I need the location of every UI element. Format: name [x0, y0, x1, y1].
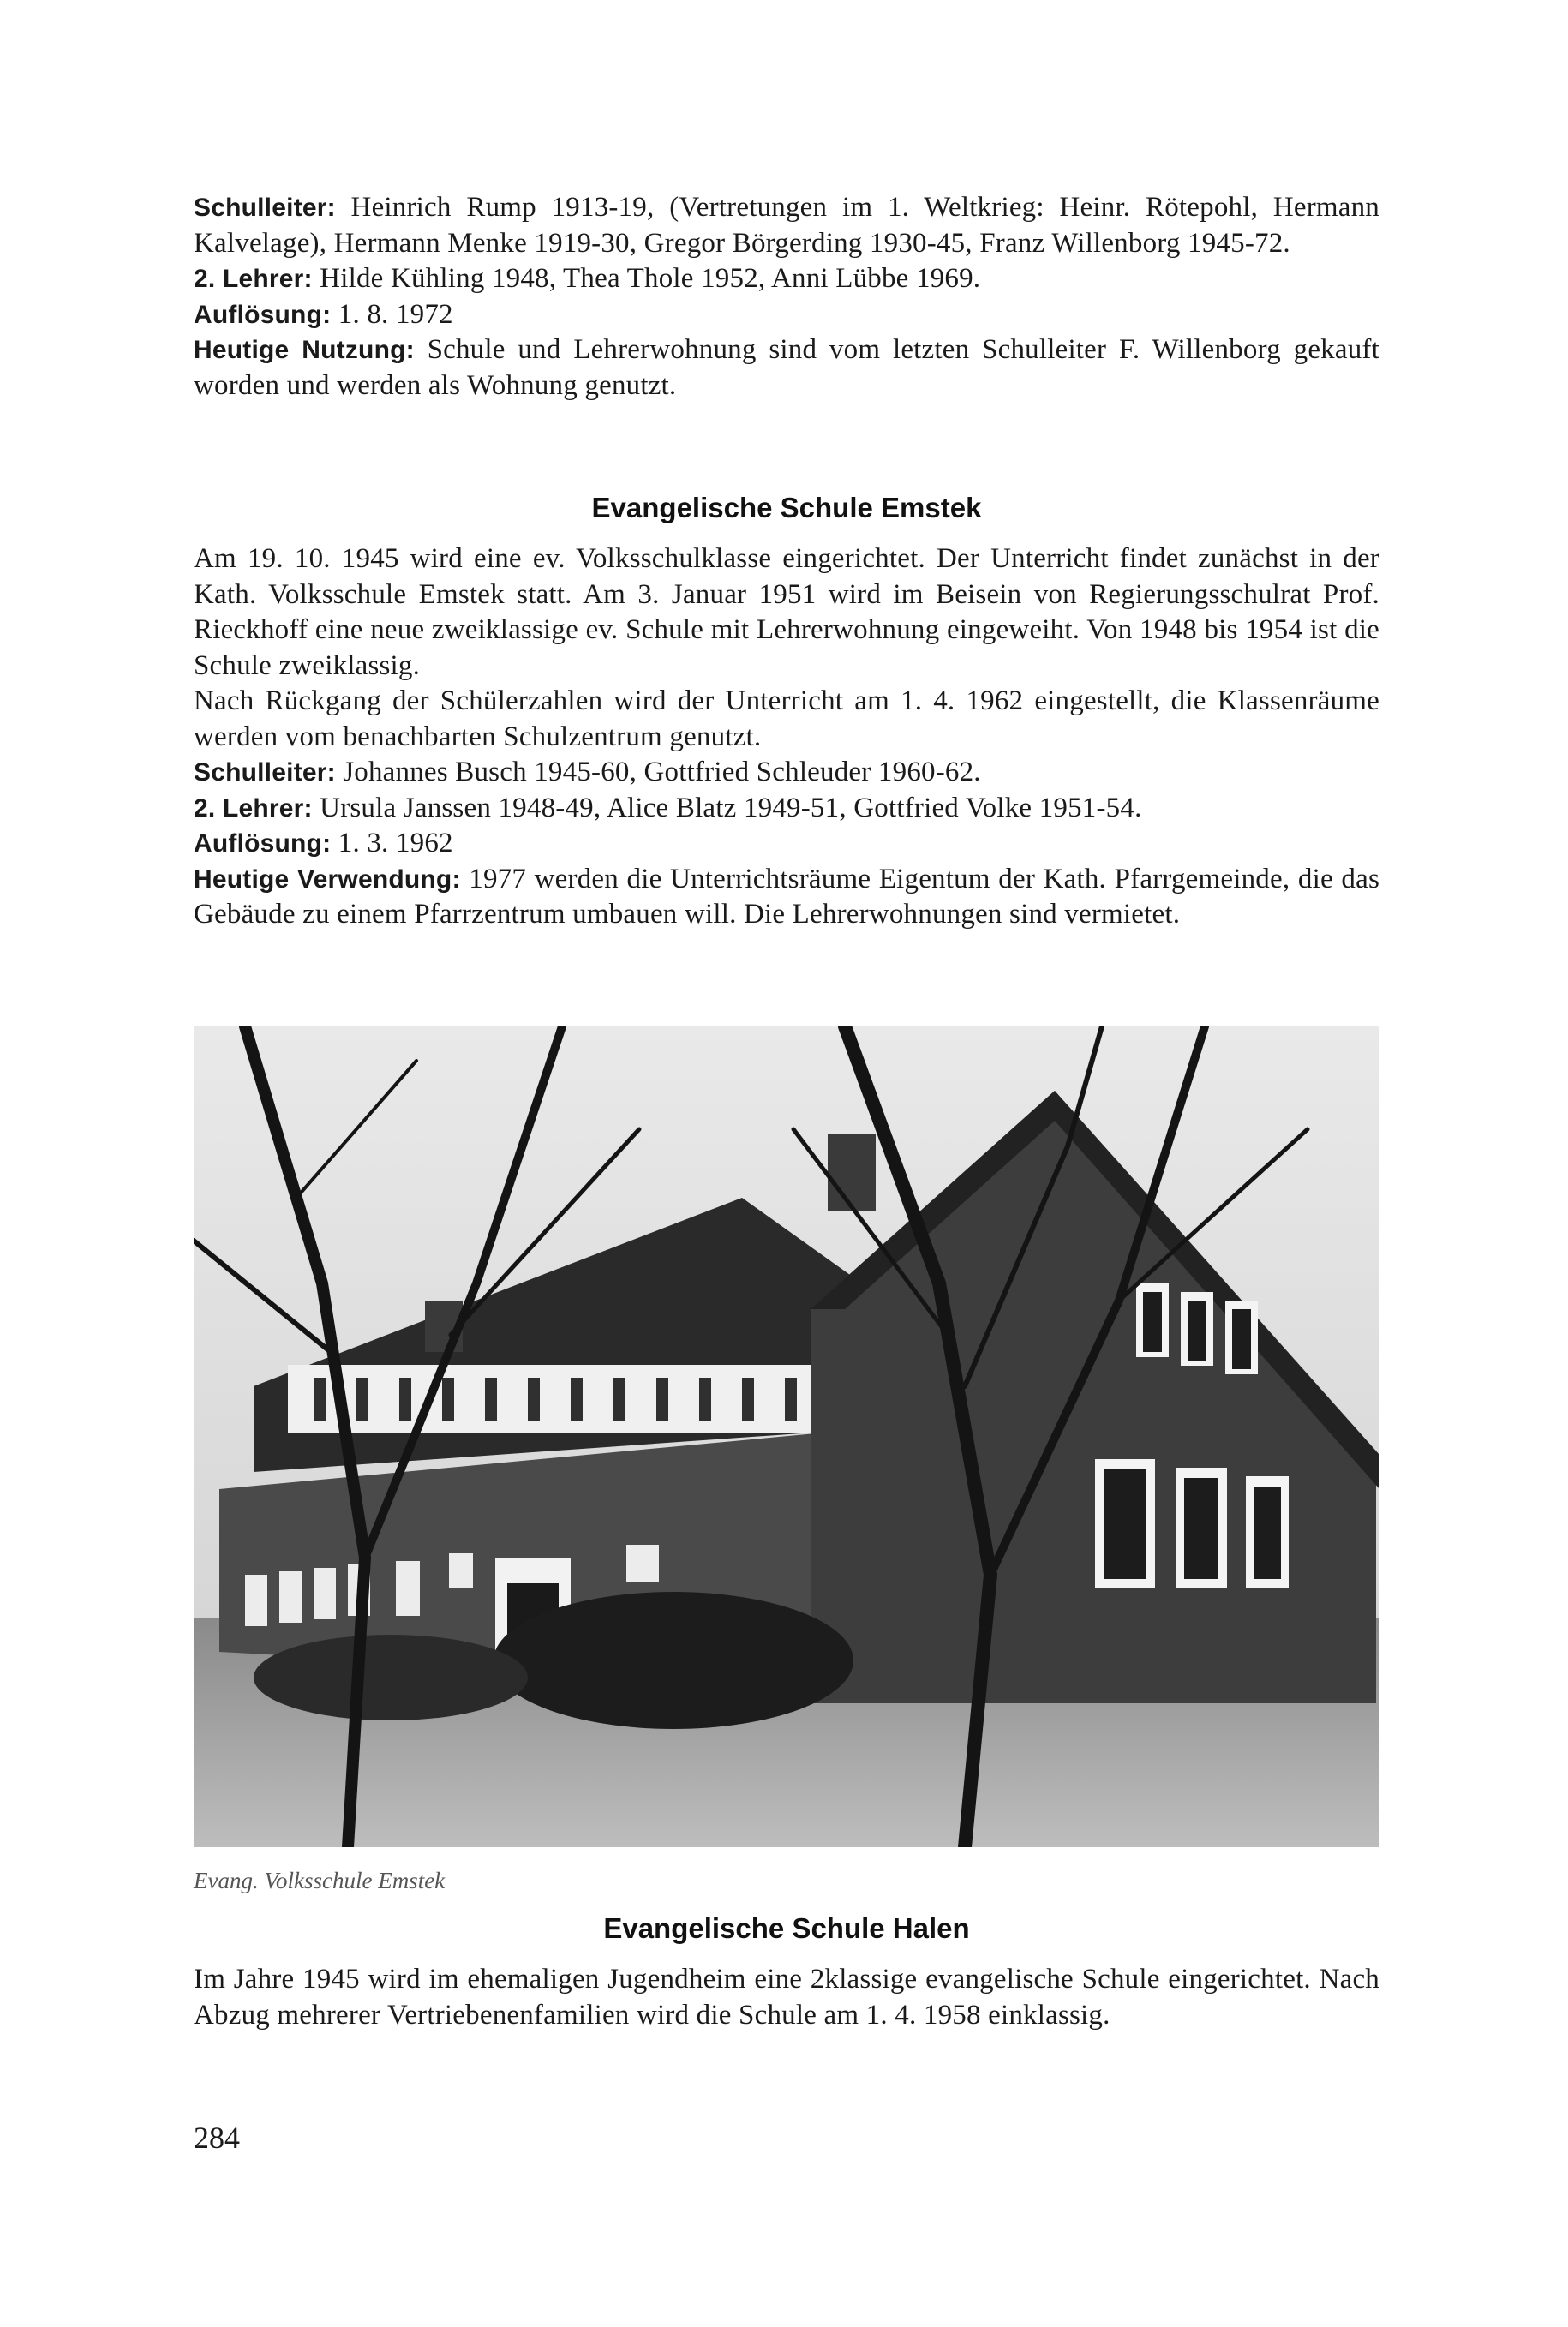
aufloesung-label: Auflösung:: [194, 300, 332, 329]
emstek-verwendung-entry: [194, 862, 1379, 933]
school-record-block: [194, 190, 1379, 404]
emstek-paragraph-2: Nach Rückgang der Schülerzahlen wird der Unterricht am 1. 4. 1962 eingestellt, die Klassenräume werden vom benachbarten Schulzentrum genutzt.: [194, 685, 1379, 752]
schulleiter-text: Heinrich Rump 1913-19, (Vertretungen im 1. Weltkrieg: Heinr. Rötepohl, Hermann Kalvelage), Hermann Menke 1919-30, Gregor Börgerding 1930-45, Franz Willenborg 1945-72.: [194, 192, 1380, 259]
school-photo: [194, 1026, 1379, 1847]
aufloesung-text: 1. 8. 1972: [338, 298, 453, 330]
emstek-schulleiter-text: Johannes Busch 1945-60, Gottfried Schleuder 1960-62.: [343, 757, 981, 787]
emstek-aufloesung-text: 1. 3. 1962: [338, 828, 453, 858]
emstek-verwendung-label: Heutige Verwendung:: [194, 864, 461, 894]
section-heading-halen: Evangelische Schule Halen: [603, 1912, 970, 1944]
halen-section: [194, 1962, 1379, 2033]
halen-paragraph-1: Im Jahre 1945 wird im ehemaligen Jugendheim eine 2klassige evangelische Schule eingerichtet. Nach Abzug mehrerer Vertriebenenfamilien wird die Schule am 1. 4. 1958 einklassig.: [194, 1964, 1379, 2031]
lehrer-text: Hilde Kühling 1948, Thea Thole 1952, Anni Lübbe 1969.: [320, 263, 981, 294]
nutzung-label: Heutige Nutzung:: [194, 336, 415, 364]
emstek-lehrer-entry: [194, 791, 1379, 827]
emstek-section: [194, 541, 1379, 933]
emstek-aufloesung-entry: [194, 826, 1379, 862]
school-building-illustration: [194, 1026, 1379, 1847]
section-heading-emstek: Evangelische Schule Emstek: [591, 492, 982, 523]
emstek-schulleiter-label: Schulleiter:: [194, 758, 336, 787]
page-number: 284: [194, 2121, 240, 2155]
emstek-verwendung-text: 1977 werden die Unterrichtsräume Eigentum der Kath. Pfarrgemeinde, die das Gebäude zu einem Pfarrzentrum umbauen will. Die Lehrerwohnungen sind vermietet.: [194, 863, 1379, 930]
emstek-lehrer-text: Ursula Janssen 1948-49, Alice Blatz 1949-51, Gottfried Volke 1951-54.: [320, 792, 1142, 823]
schulleiter-entry: [194, 190, 1379, 261]
schulleiter-label: Schulleiter:: [194, 194, 336, 222]
emstek-schulleiter-entry: [194, 755, 1379, 791]
emstek-paragraph-1: Am 19. 10. 1945 wird eine ev. Volksschulklasse eingerichtet. Der Unterricht findet zunächst in der Kath. Volksschule Emstek statt. Am 3. Januar 1951 wird im Beisein von Regierungsschulrat Prof. Rieckhoff eine neue zweiklassige ev. Schule mit Lehrerwohnung eingeweiht. Von 1948 bis 1954 ist die Schule zweiklassig.: [194, 543, 1379, 681]
emstek-lehrer-label: 2. Lehrer:: [194, 793, 313, 823]
photo-caption: Evang. Volksschule Emstek: [194, 1868, 446, 1893]
nutzung-text: Schule und Lehrerwohnung sind vom letzten Schulleiter F. Willenborg gekauft worden und werden als Wohnung genutzt.: [194, 334, 1379, 401]
lehrer-label: 2. Lehrer:: [194, 265, 313, 293]
nutzung-entry: [194, 332, 1379, 404]
lehrer-entry: [194, 261, 1379, 297]
aufloesung-entry: [194, 297, 1379, 333]
emstek-aufloesung-label: Auflösung:: [194, 829, 332, 858]
